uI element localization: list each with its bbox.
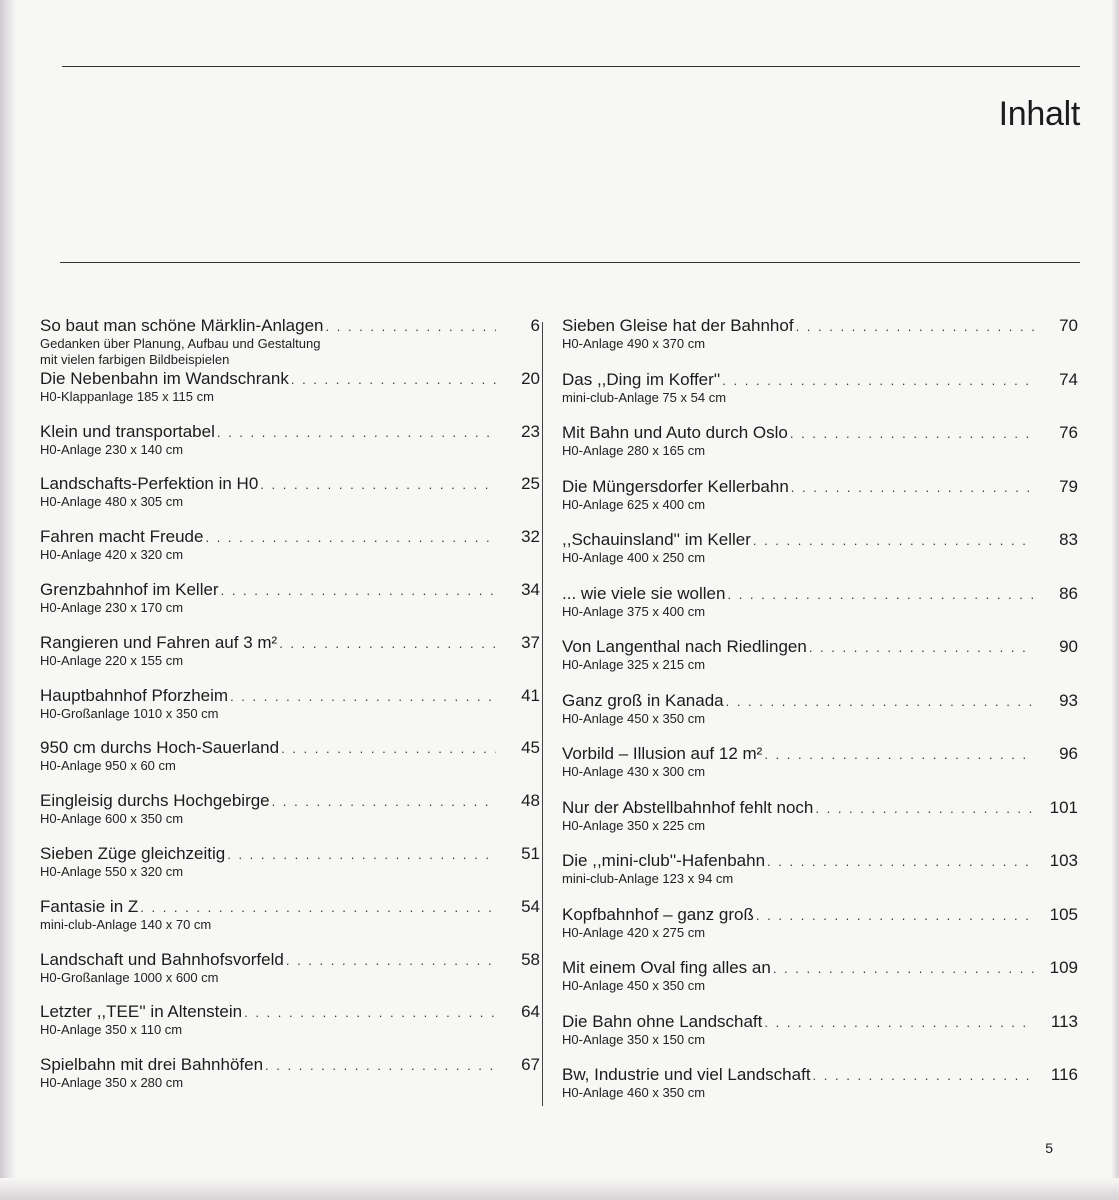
toc-entry[interactable] (562, 316, 1078, 352)
leader-dots (767, 854, 1034, 869)
toc-entry[interactable] (40, 1055, 540, 1091)
leader-dots (773, 961, 1034, 976)
leader-dots (217, 425, 496, 440)
toc-entry-subtitle: H0-Anlage 600 x 350 cm (40, 811, 184, 827)
toc-entry-line (40, 791, 540, 811)
leader-dots (753, 533, 1034, 548)
toc-entry-page: 54 (521, 896, 540, 916)
toc-entry-title: Rangieren und Fahren auf 3 m² (40, 632, 278, 652)
toc-entry[interactable] (40, 369, 540, 405)
toc-entry[interactable] (562, 477, 1078, 513)
toc-entry-subtitle: H0-Anlage 400 x 250 cm (562, 550, 706, 565)
leader-dots (279, 636, 496, 651)
toc-entry-line (40, 422, 540, 442)
page-title: Inhalt (998, 95, 1080, 133)
toc-entry-title: Mit Bahn und Auto durch Oslo (562, 423, 788, 442)
toc-entry-subtitle: H0-Anlage 230 x 170 cm (40, 600, 184, 615)
toc-entry-title: Mit einem Oval fing alles an (562, 958, 771, 977)
toc-entry[interactable] (562, 851, 1078, 887)
toc-entry[interactable] (40, 422, 540, 458)
toc-entry[interactable] (40, 316, 540, 368)
leader-dots (291, 372, 496, 387)
toc-entry-line (562, 370, 1078, 390)
toc-entry-subtitle: H0-Anlage 420 x 275 cm (562, 924, 706, 940)
toc-entry[interactable] (562, 798, 1078, 834)
toc-entry-page: 25 (521, 474, 540, 494)
toc-entry-page: 101 (1049, 797, 1078, 817)
toc-entry-line (562, 530, 1078, 550)
toc-entry-title: Fantasie in Z (40, 896, 139, 916)
leader-dots (286, 953, 496, 968)
toc-entry-title: Fahren macht Freude (40, 527, 204, 547)
toc-entry-page: 45 (521, 738, 540, 758)
leader-dots (764, 1015, 1034, 1030)
toc-entry-subtitle: mit vielen farbigen Bildbeispielen (40, 352, 230, 367)
toc-entry-title: Grenzbahnhof im Keller (40, 580, 219, 599)
toc-entry-page: 105 (1049, 904, 1078, 924)
toc-entry-page: 109 (1049, 958, 1078, 977)
toc-entry-subtitle: H0-Großanlage 1010 x 350 cm (40, 705, 219, 721)
toc-entry-subtitle: H0-Anlage 420 x 320 cm (40, 547, 184, 563)
toc-entry[interactable] (562, 423, 1078, 459)
leader-dots (326, 319, 497, 334)
toc-entry-page: 113 (1050, 1011, 1078, 1031)
toc-entry-line (562, 744, 1078, 764)
toc-entry-page: 58 (521, 949, 540, 969)
leader-dots (227, 847, 496, 862)
leader-dots (813, 1068, 1034, 1083)
toc-entry-title: Kopfbahnhof – ganz groß (562, 904, 754, 924)
toc-entry-page: 96 (1059, 744, 1078, 763)
leader-dots (221, 583, 496, 598)
toc-entry[interactable] (562, 637, 1078, 673)
toc-entry-subtitle: H0-Anlage 490 x 370 cm (562, 336, 706, 351)
toc-entry-subtitle: H0-Anlage 350 x 150 cm (562, 1031, 706, 1047)
toc-entry-line (40, 633, 540, 653)
toc-entry-title: Sieben Gleise hat der Bahnhof (562, 316, 794, 335)
toc-entry[interactable] (40, 738, 540, 774)
toc-entry-subtitle: Gedanken über Planung, Aufbau und Gestaltung (40, 336, 321, 351)
toc-entry[interactable] (562, 744, 1078, 780)
toc-entry[interactable] (40, 1002, 540, 1038)
toc-entry-line (40, 897, 540, 917)
toc-entry-title: Die ,,mini-club''-Hafenbahn (562, 851, 766, 870)
leader-dots (791, 480, 1034, 495)
toc-entry-subtitle: H0-Anlage 430 x 300 cm (562, 764, 706, 779)
toc-entry-subtitle: H0-Anlage 350 x 225 cm (562, 817, 706, 833)
toc-entry-page: 103 (1049, 851, 1078, 870)
toc-entry-subtitle: H0-Anlage 230 x 140 cm (40, 441, 184, 457)
toc-entry-subtitle: mini-club-Anlage 123 x 94 cm (562, 871, 734, 886)
toc-entry-subtitle: H0-Anlage 480 x 305 cm (40, 494, 184, 510)
toc-entry-page: 20 (521, 368, 540, 388)
leader-dots (727, 587, 1034, 602)
toc-entry[interactable] (40, 844, 540, 880)
toc-entry-line (40, 369, 540, 389)
toc-entry-line (562, 316, 1078, 336)
toc-entry-line (562, 477, 1078, 497)
toc-entry-line (40, 738, 540, 758)
column-divider (542, 322, 543, 1106)
toc-entry-subtitle: H0-Anlage 350 x 110 cm (40, 1022, 183, 1038)
toc-entry-page: 64 (521, 1002, 540, 1022)
toc-entry-subtitle: H0-Anlage 450 x 350 cm (562, 710, 706, 726)
toc-entry-title: Von Langenthal nach Riedlingen (562, 637, 807, 656)
leader-dots (726, 694, 1034, 709)
toc-entry[interactable] (562, 1065, 1078, 1101)
toc-entry-page: 116 (1050, 1065, 1078, 1084)
toc-entry-subtitle: H0-Anlage 220 x 155 cm (40, 652, 184, 668)
toc-entry-title: ... wie viele sie wollen (562, 583, 726, 603)
leader-dots (244, 1005, 496, 1020)
leader-dots (756, 908, 1034, 923)
toc-entry[interactable] (40, 527, 540, 563)
toc-entry-page: 37 (521, 632, 540, 652)
toc-entry-line (562, 637, 1078, 657)
toc-entry-line (562, 851, 1078, 871)
toc-entry[interactable] (40, 950, 540, 986)
toc-entry-subtitle: H0-Anlage 625 x 400 cm (562, 496, 706, 512)
toc-entry-page: 83 (1059, 530, 1078, 549)
toc-entry-subtitle: H0-Klappanlage 185 x 115 cm (40, 388, 214, 404)
toc-entry-subtitle: H0-Anlage 325 x 215 cm (562, 657, 706, 672)
toc-entry-subtitle: H0-Anlage 350 x 280 cm (40, 1075, 184, 1091)
toc-entry-line (562, 1065, 1078, 1085)
leader-dots (809, 640, 1034, 655)
toc-entry-subtitle: H0-Großanlage 1000 x 600 cm (40, 969, 219, 985)
leader-dots (230, 689, 496, 704)
toc-entry-line (40, 316, 540, 336)
leader-dots (764, 747, 1034, 762)
toc-entry-title: Die Bahn ohne Landschaft (562, 1011, 763, 1031)
toc-entry-page: 51 (521, 844, 540, 863)
title-rule (60, 262, 1080, 263)
toc-entry[interactable] (562, 530, 1078, 566)
toc-entry-title: Vorbild – Illusion auf 12 m² (562, 744, 763, 763)
leader-dots (140, 900, 496, 915)
toc-entry-subtitle: mini-club-Anlage 75 x 54 cm (562, 389, 727, 405)
toc-entry-page: 74 (1059, 369, 1078, 389)
toc-entry-subtitle: H0-Anlage 550 x 320 cm (40, 864, 184, 879)
toc-entry-page: 23 (521, 421, 540, 441)
toc-entry-subtitle: H0-Anlage 450 x 350 cm (562, 978, 706, 993)
toc-entry-title: Eingleisig durchs Hochgebirge (40, 791, 270, 811)
toc-entry-subtitle: H0-Anlage 460 x 350 cm (562, 1085, 706, 1100)
toc-entry[interactable] (40, 897, 540, 933)
toc-entry[interactable] (562, 958, 1078, 994)
toc-entry-page: 67 (521, 1055, 540, 1075)
toc-entry-page: 93 (1059, 690, 1078, 710)
leader-dots (265, 1058, 496, 1073)
leader-dots (272, 794, 496, 809)
toc-entry-page: 86 (1059, 583, 1078, 603)
toc-entry-line (562, 423, 1078, 443)
page-edge-shadow (1111, 0, 1119, 1200)
toc-entry-line (40, 686, 540, 706)
toc-entry-subtitle: H0-Anlage 950 x 60 cm (40, 758, 176, 774)
page-bottom-shadow (0, 1178, 1119, 1200)
toc-entry-line (40, 950, 540, 970)
toc-entry-title: Landschaft und Bahnhofsvorfeld (40, 949, 284, 969)
toc-entry[interactable] (562, 370, 1078, 406)
book-gutter-shadow (0, 0, 16, 1200)
toc-entry[interactable] (562, 905, 1078, 941)
toc-entry-title: Klein und transportabel (40, 421, 215, 441)
toc-entry[interactable] (40, 791, 540, 827)
toc-entry-title: Das ,,Ding im Koffer'' (562, 369, 721, 389)
toc-entry-line (40, 844, 540, 864)
toc-entry-title: ,,Schauinsland'' im Keller (562, 530, 751, 549)
toc-entry-line (562, 584, 1078, 604)
toc-entry[interactable] (562, 691, 1078, 727)
toc-entry-title: Letzter ,,TEE'' in Altenstein (40, 1002, 243, 1022)
toc-entry-line (40, 1055, 540, 1075)
leader-dots (722, 373, 1034, 388)
toc-entry-line (40, 474, 540, 494)
toc-entry-title: 950 cm durchs Hoch-Sauerland (40, 738, 280, 758)
toc-entry-page: 48 (521, 791, 540, 811)
toc-entry-line (40, 527, 540, 547)
leader-dots (205, 530, 496, 545)
toc-entry-title: Nur der Abstellbahnhof fehlt noch (562, 797, 814, 817)
toc-entry-line (562, 1012, 1078, 1032)
toc-entry[interactable] (40, 580, 540, 616)
toc-entry-page: 32 (521, 527, 540, 547)
toc-entry-page: 6 (530, 316, 540, 335)
toc-entry-subtitle: H0-Anlage 280 x 165 cm (562, 443, 706, 458)
toc-entry-line (562, 798, 1078, 818)
toc-entry[interactable] (562, 584, 1078, 620)
toc-entry-title: Spielbahn mit drei Bahnhöfen (40, 1055, 264, 1075)
toc-entry-page: 76 (1059, 423, 1078, 442)
toc-entry-line (40, 1002, 540, 1022)
toc-entry-title: So baut man schöne Märklin-Anlagen (40, 316, 324, 335)
toc-entry-title: Bw, Industrie und viel Landschaft (562, 1065, 811, 1084)
toc-entry-page: 41 (521, 685, 540, 705)
toc-entry[interactable] (40, 474, 540, 510)
toc-entry-line (562, 691, 1078, 711)
toc-entry[interactable] (40, 686, 540, 722)
toc-entry-line (562, 905, 1078, 925)
top-rule (62, 66, 1080, 67)
toc-entry-subtitle: H0-Anlage 375 x 400 cm (562, 603, 706, 619)
leader-dots (796, 319, 1034, 334)
leader-dots (260, 477, 496, 492)
toc-entry-title: Ganz groß in Kanada (562, 690, 724, 710)
toc-entry-page: 34 (521, 580, 540, 599)
toc-entry-subtitle: mini-club-Anlage 140 x 70 cm (40, 916, 212, 932)
toc-entry[interactable] (40, 633, 540, 669)
page-number: 5 (1045, 1140, 1053, 1156)
toc-entry-page: 90 (1059, 637, 1078, 656)
toc-entry-title: Die Müngersdorfer Kellerbahn (562, 476, 789, 496)
toc-entry-page: 70 (1059, 316, 1078, 335)
toc-entry-title: Die Nebenbahn im Wandschrank (40, 368, 289, 388)
toc-entry-page: 79 (1059, 476, 1078, 496)
leader-dots (815, 801, 1034, 816)
toc-entry-title: Hauptbahnhof Pforzheim (40, 685, 229, 705)
toc-entry-title: Sieben Züge gleichzeitig (40, 844, 226, 863)
toc-entry[interactable] (562, 1012, 1078, 1048)
leader-dots (790, 426, 1034, 441)
leader-dots (281, 741, 496, 756)
toc-entry-line (40, 580, 540, 600)
toc-entry-title: Landschafts-Perfektion in H0 (40, 474, 259, 494)
toc-entry-line (562, 958, 1078, 978)
